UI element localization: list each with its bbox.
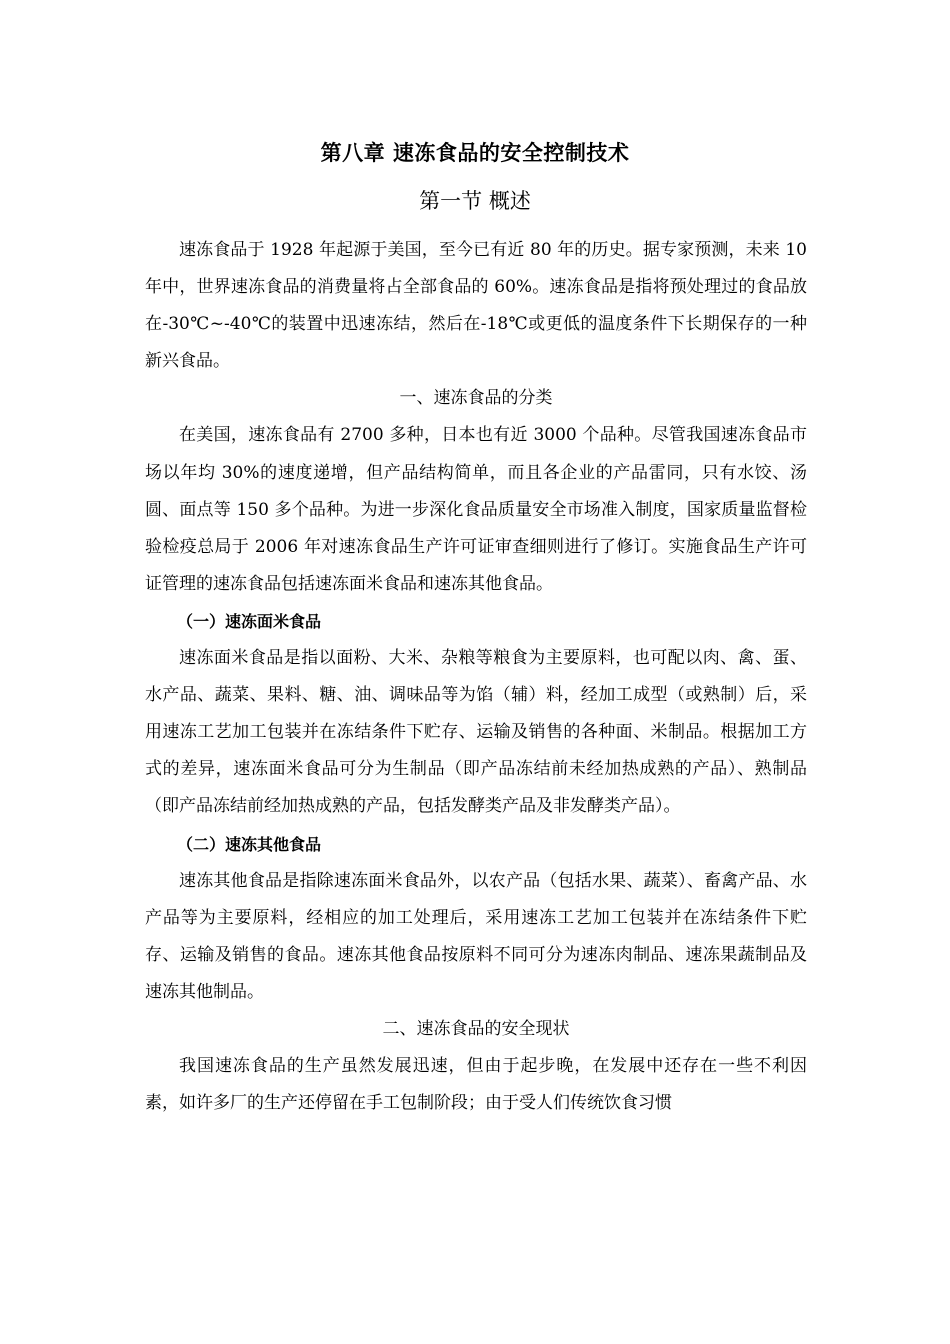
section-heading-safety-status: 二、速冻食品的安全现状 (382, 1018, 570, 1039)
noodle-rice-paragraph: 速冻面米食品是指以面粉、大米、杂粮等粮食为主要原料，也可配以肉、禽、蛋、水产品、蔬菜、果料、糖、油、调味品等为馅（辅）料，经加工成型（或熟制）后，采用速冻工艺加工包装并在冻结条件下贮存、运输及销售的各种面、米制品。根据加工方式的差异，速冻面米食品可分为生制品（即产品冻结前未经加热成熟的产品）、熟制品（即产品冻结前经加热成熟的产品，包括发酵类产品及非发酵类产品）。 (145, 648, 807, 817)
other-foods-paragraph: 速冻其他食品是指除速冻面米食品外，以农产品（包括水果、蔬菜）、畜禽产品、水产品等为主要原料，经相应的加工处理后，采用速冻工艺加工包装并在冻结条件下贮存、运输及销售的食品。速冻其他食品按原料不同可分为速冻肉制品、速冻果蔬制品及速冻其他制品。 (145, 870, 807, 1002)
safety-status-paragraph: 我国速冻食品的生产虽然发展迅速，但由于起步晚，在发展中还存在一些不利因素，如许多厂的生产还停留在手工包制阶段；由于受人们传统饮食习惯 (145, 1056, 807, 1114)
document-body (145, 232, 807, 1122)
section-heading-classification: 一、速冻食品的分类 (399, 388, 553, 409)
subheading-noodle-rice: （一）速冻面米食品 (177, 611, 322, 631)
section-title: 第一节 概述 (419, 189, 531, 213)
classification-paragraph: 在美国，速冻食品有 2700 多种，日本也有近 3000 个品种。尽管我国速冻食品市场以年均 30%的速度递增，但产品结构简单，而且各企业的产品雷同，只有水饺、汤圆、面点等 150 多个品种。为进一步深化食品质量安全市场准入制度，国家质量监督检验检疫总局于 2006 年对速冻食品生产许可证审查细则进行了修订。实施食品生产许可证管理的速冻食品包括速冻面米食品和速冻其他食品。 (145, 425, 807, 594)
subheading-other-foods: （二）速冻其他食品 (177, 834, 322, 854)
chapter-title: 第八章 速冻食品的安全控制技术 (320, 141, 630, 165)
intro-paragraph: 速冻食品于 1928 年起源于美国，至今已有近 80 年的历史。据专家预测，未来 10 年中，世界速冻食品的消费量将占全部食品的 60%。速冻食品是指将预处理过的食品放在-30℃~-40℃的装置中迅速冻结，然后在-18℃或更低的温度条件下长期保存的一种新兴食品。 (145, 240, 807, 372)
